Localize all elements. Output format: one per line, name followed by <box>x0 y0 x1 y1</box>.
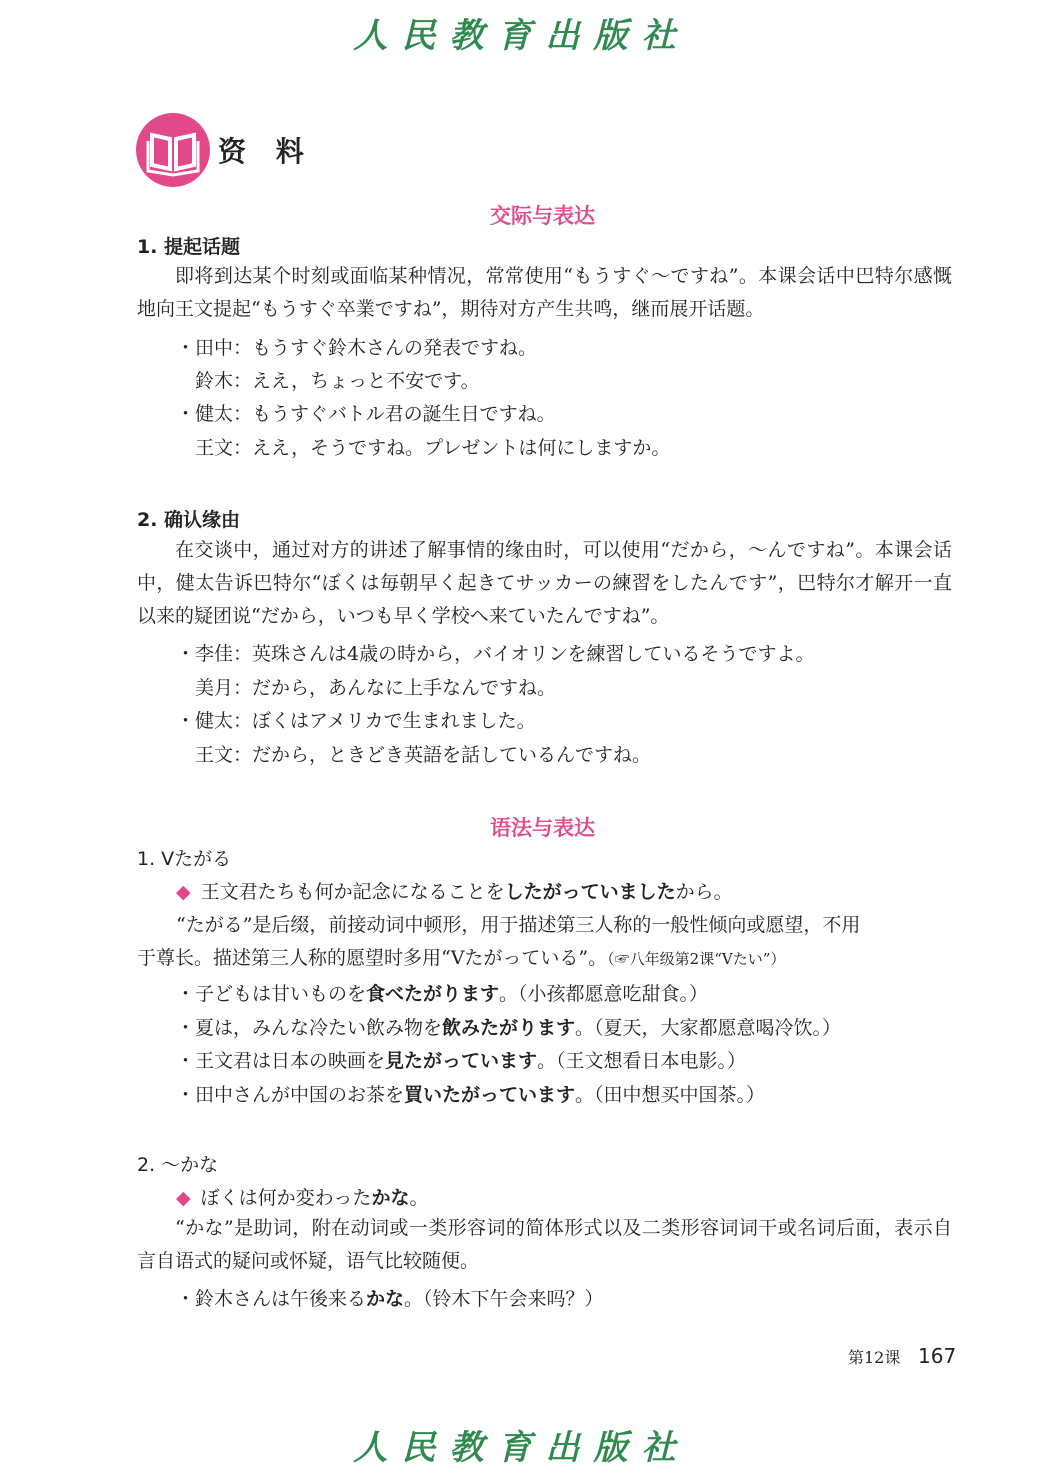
lesson-label: 第12课 <box>848 1348 901 1367</box>
cross-reference-note: （☞八年级第2课“Vたい”） <box>607 950 786 968</box>
example-line: ・子どもは甘いものを食べたがります。（小孩都愿意吃甜食。） <box>176 983 709 1005</box>
example-line: 鈴木：ええ，ちょっと不安です。 <box>195 370 480 392</box>
example-line: 王文：ええ，そうですね。プレゼントは何にしますか。 <box>195 437 671 459</box>
item-title: 1. 提起话题 <box>137 236 241 258</box>
example-line: ・健太：ぼくはアメリカで生まれました。 <box>176 710 536 732</box>
diamond-icon: ◆ <box>176 881 191 903</box>
key-sentence: ◆ ぼくは何か変わったかな。 <box>176 1187 429 1209</box>
paragraph-line: 于尊长。描述第三人称的愿望时多用“Vたがっている”。（☞八年级第2课“Vたい”） <box>137 947 786 969</box>
sub-heading-grammar: 语法与表达 <box>490 816 595 840</box>
example-line: ・夏は，みんな冷たい飲み物を飲みたがります。（夏天，大家都愿意喝冷饮。） <box>176 1017 842 1039</box>
page-number: 167 <box>918 1344 957 1368</box>
example-line: ・鈴木さんは午後来るかな。（铃木下午会来吗？） <box>176 1288 604 1310</box>
publisher-footer: 人民教育出版社 <box>353 1428 690 1468</box>
item-title: 1. Vたがる <box>137 848 232 870</box>
item-title: 2. ～かな <box>137 1154 219 1176</box>
example-line: ・王文君は日本の映画を見たがっています。（王文想看日本电影。） <box>176 1050 747 1072</box>
item-title: 2. 确认缘由 <box>137 509 241 531</box>
paragraph: “かな”是助词，附在动词或一类形容词的简体形式以及二类形容词词干或名词后面，表示自言自语式的疑问或怀疑，语气比较随便。 <box>137 1217 952 1272</box>
paragraph: 在交谈中，通过对方的讲述了解事情的缘由时，可以使用“だから，～んですね”。本课会话中，健太告诉巴特尔“ぼくは毎朝早く起きてサッカーの練習をしたんです”，巴特尔才解开一直以来的疑团说“だから，いつも早く学校へ来ていたんですね”。 <box>137 539 952 627</box>
sub-heading-communication: 交际与表达 <box>490 204 595 228</box>
example-line: 王文：だから，ときどき英語を話しているんですね。 <box>195 744 652 766</box>
paragraph-line: “たがる”是后缀，前接动词中顿形，用于描述第三人称的一般性倾向或愿望，不用 <box>176 914 861 936</box>
example-line: 美月：だから，あんなに上手なんですね。 <box>195 677 557 699</box>
key-sentence: ◆ 王文君たちも何か記念になることをしたがっていましたから。 <box>176 881 733 903</box>
section-title: 资 料 <box>218 135 314 168</box>
open-book-icon <box>136 113 210 187</box>
paragraph: 即将到达某个时刻或面临某种情况，常常使用“もうすぐ～ですね”。本课会话中巴特尔感慨地向王文提起“もうすぐ卒業ですね”，期待对方产生共鸣，继而展开话题。 <box>137 265 952 320</box>
example-line: ・健太：もうすぐバトル君の誕生日ですね。 <box>176 403 556 425</box>
publisher-header: 人民教育出版社 <box>353 16 690 56</box>
diamond-icon: ◆ <box>176 1187 191 1209</box>
example-line: ・田中さんが中国のお茶を買いたがっています。（田中想买中国茶。） <box>176 1084 766 1106</box>
example-line: ・李佳：英珠さんは4歳の時から，バイオリンを練習しているそうですよ。 <box>176 643 815 665</box>
example-line: ・田中：もうすぐ鈴木さんの発表ですね。 <box>176 337 538 359</box>
